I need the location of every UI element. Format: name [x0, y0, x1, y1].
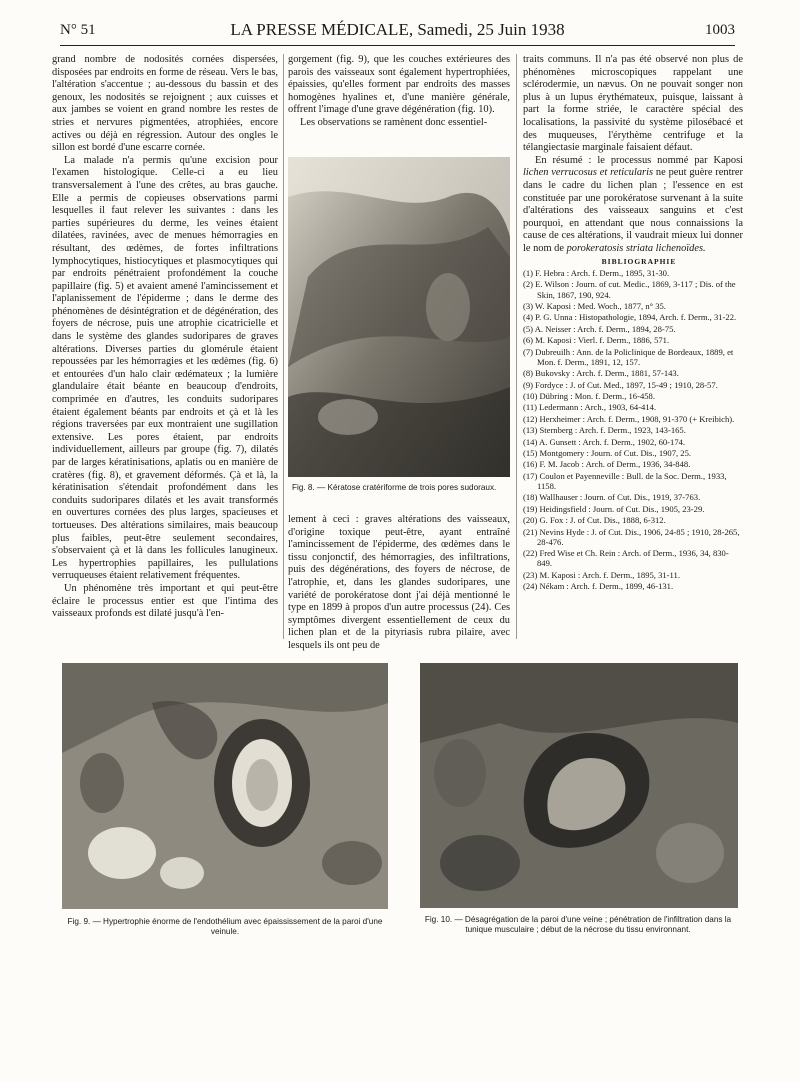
figure-8-caption: Fig. 8. — Kératose cratériforme de trois pores sudoraux.: [292, 483, 497, 492]
bib-entry: (14) A. Gunsett : Arch. f. Derm., 1902, 60-174.: [523, 436, 686, 447]
bib-entry: (24) Nékam : Arch. f. Derm., 1899, 46-131.: [523, 581, 674, 592]
bib-entry: (15) Montgomery : Journ. of Cut. Dis., 1907, 25.: [523, 447, 692, 458]
paragraph: La malade n'a permis qu'une excision pour l'examen histologique. Celle-ci a eu lieu transversalement à l'une des crêtes, au bras gauche. Elle a permis de copieuses observations parmi lesquelles il faut relever les suivantes : dans les parties supérieures du derme, les veines étaient dilatées, ravinées, avec de menues hémorragies en résultant, des œdèmes, de fortes infiltrations lymphocytiques, histiocytiques et plasmocytiques qui par endroits pénétraient profondément la couche papillaire (fig. 5) et avaient amené l'amincissement et l'aplanissement de l'épiderme ; dans le derme des phénomènes de désintégration et de dégénération, des foyers de nécrose, puis une atrophie cicatricielle et dans le système des glandes sudoripares de graves altérations. Diverses parties du glomérule étaient repoussées par les hémorragies et les œdèmes (fig. 6) et entourées d'un halo clair œdémateux ; la lumière glandulaire était béante en beaucoup d'endroits, comprimée en d'autres, les conduits sudoripares étaient également béants par endroits et çà et là les régions traversées par eux montraient une sugillation extensive. Les pores étaient, par endroits individuellement, ailleurs par groupe (fig. 7), dilatés par de larges kératinisations, aplatis ou en manière de cratères (fig. 8), et gravement déformés. Çà et là, la kératinisation s'étendait profondément dans les conduits sudoripares dilatés et les avait transformés en ouvertures cornées des plus larges, spacieuses et tortueuses. Des altérations similaires, mais beaucoup plus faibles, peut-être seulement secondaires, s'observaient çà et là dans les follicules lanugineux. Les hypertrophies papillaires, les pullulations verruqueuses étaient relativement fréquentes.: [52, 154, 278, 582]
bib-entry: (23) M. Kaposi : Arch. f. Derm., 1895, 31-11.: [523, 569, 680, 580]
bibliography-title: BIBLIOGRAPHIE: [601, 256, 677, 266]
bib-entry: (2) E. Wilson : Journ. of cut. Medic., 1869, 3-117 ; Dis. of the Skin, 1867, 190, 924.: [523, 279, 736, 300]
column-divider: [516, 54, 517, 639]
paragraph: traits communs. Il n'a pas été observé non plus de phénomènes microscopiques rappelant une sclérodermie, un nævus. On ne pouvait songer non plus à un lupus érythémateux, puisque, laissant à part la forme striée, le caractère spécial des localisations, la passivité du système pilosébacé et des muqueuses, l'érythème centrifuge et la télangiectasie marginale faisaient défaut.: [523, 54, 743, 154]
paragraph: gorgement (fig. 9), que les couches extérieures des parois des vaisseaux sont également hypertrophiées, épaissies, qu'elles forment par endroits des masses homogènes hyalines et, d'une manière générale, offrent l'image d'une grave dégénération (fig. 10).: [288, 54, 510, 116]
paragraph: grand nombre de nodosités cornées dispersées, disposées par endroits en forme de réseau. Vers le bas, l'altération s'accentue ; au-dessous du bassin et des genoux, les nodosités se rejoignent ; aux cuisses et aux jambes se voient en grand nombre les restes de stries et nervures pigmentées, atrophiées, encore actives ou déjà en régression. Autour des ongles le sillon est bordé d'une escarre cornée.: [52, 54, 278, 154]
issue-number: N° 51: [60, 22, 96, 38]
column-2-top: [288, 54, 510, 130]
bib-entry: (21) Nevins Hyde : J. of Cut. Dis., 1906, 24-85 ; 1910, 28-265, 28-476.: [523, 526, 740, 547]
bib-entry: (5) A. Neisser : Arch. f. Derm., 1894, 28-75.: [523, 323, 676, 334]
bibliography-list: [523, 268, 743, 591]
bib-entry: (11) Ledermann : Arch., 1903, 64-414.: [523, 402, 657, 413]
paragraph: Un phénomène très important et qui peut-être éclaire le processus entier est que l'intima des vaisseaux profonds est dilaté jusqu'à l'en-: [52, 582, 278, 620]
figure-8-micrograph: [288, 157, 510, 477]
column-3: [523, 54, 743, 592]
figure-10-caption: Fig. 10. — Désagrégation de la paroi d'une veine ; pénétration de l'infiltration dans la tunique musculaire ; début de la nécrose du tissu environnant.: [424, 915, 732, 934]
bib-entry: (1) F. Hebra : Arch. f. Derm., 1895, 31-30.: [523, 268, 670, 279]
bib-entry: (6) M. Kaposi : Vierl. f. Derm., 1886, 571.: [523, 335, 670, 346]
page-number: 1003: [705, 22, 735, 38]
bib-entry: (8) Bukovsky : Arch. f. Derm., 1881, 57-143.: [523, 368, 679, 379]
bib-entry: (19) Heidingsfield : Journ. of Cut. Dis., 1905, 23-29.: [523, 503, 705, 514]
column-1: [52, 54, 278, 621]
column-divider: [283, 54, 284, 639]
header-rule: [60, 45, 735, 46]
bib-entry: (7) Dubreuilh : Ann. de la Policlinique de Bordeaux, 1889, et Mon. f. Derm., 1891, 12, 157.: [523, 346, 734, 367]
bib-entry: (13) Sternberg : Arch. f. Derm., 1923, 143-165.: [523, 425, 686, 436]
bib-entry: (9) Fordyce : J. of Cut. Med., 1897, 15-49 ; 1910, 28-57.: [523, 379, 718, 390]
bib-entry: (17) Coulon et Payenneville : Bull. de la Soc. Derm., 1933, 1158.: [523, 470, 727, 491]
paragraph: Les observations se ramènent donc essentiel-: [300, 116, 488, 128]
page-header: [60, 20, 735, 44]
bib-entry: (4) P. G. Unna : Histopathologie, 1894, Arch. f. Derm., 31-22.: [523, 312, 737, 323]
journal-title: LA PRESSE MÉDICALE, Samedi, 25 Juin 1938: [230, 20, 565, 39]
bib-entry: (3) W. Kaposi : Med. Woch., 1877, n° 35.: [523, 301, 666, 312]
column-2-bottom: [288, 514, 510, 653]
figure-10-micrograph: [420, 663, 738, 908]
bib-entry: (10) Dübring : Mon. f. Derm., 16-458.: [523, 391, 655, 402]
figure-9-micrograph: [62, 663, 388, 909]
bib-entry: (20) G. Fox : J. of Cut. Dis., 1888, 6-312.: [523, 515, 666, 526]
bib-entry: (16) F. M. Jacob : Arch. of Derm., 1936, 34-848.: [523, 459, 691, 470]
bib-entry: (22) Fred Wise et Ch. Rein : Arch. of Derm., 1936, 34, 830-849.: [523, 548, 729, 569]
bib-entry: (12) Herxheimer : Arch. f. Derm., 1908, 91-370 (+ Kreibich).: [523, 413, 735, 424]
bib-entry: (18) Wallhauser : Journ. of Cut. Dis., 1919, 37-763.: [523, 492, 701, 503]
figure-9-caption: Fig. 9. — Hypertrophie énorme de l'endothélium avec épaississement de la paroi d'une veinule.: [67, 917, 383, 936]
paragraph: lement à ceci : graves altérations des vaisseaux, d'origine toxique peut-être, ayant entraîné l'amincissement de l'épiderme, des œdèmes dans le tissu conjonctif, des hémorragies, des infiltrations, puis des dégénérations, des foyers de nécrose, de l'atrophie, et, dans les glandes sudoripares, une variété de porokératose dont j'ai déjà mentionné le type en 1899 à propos d'un autre processus (24). Ces symptômes divergent essentiellement de ceux du lichen plan et de la pityriasis rubra pilaire, avec lesquels ils ont peu de: [288, 514, 510, 651]
summary-paragraph: En résumé : le processus nommé par Kaposi lichen verrucosus et reticularis ne peut guère rentrer dans le cadre du lichen plan ; l'essence en est constituée par une porokératose survenant à la suite d'altérations des vaisseaux sanguins et c'est pourquoi, en attendant que nous connaissions la cause de ces altérations, il vaudrait mieux lui donner le nom de porokeratosis striata lichenoïdes.: [523, 154, 743, 254]
